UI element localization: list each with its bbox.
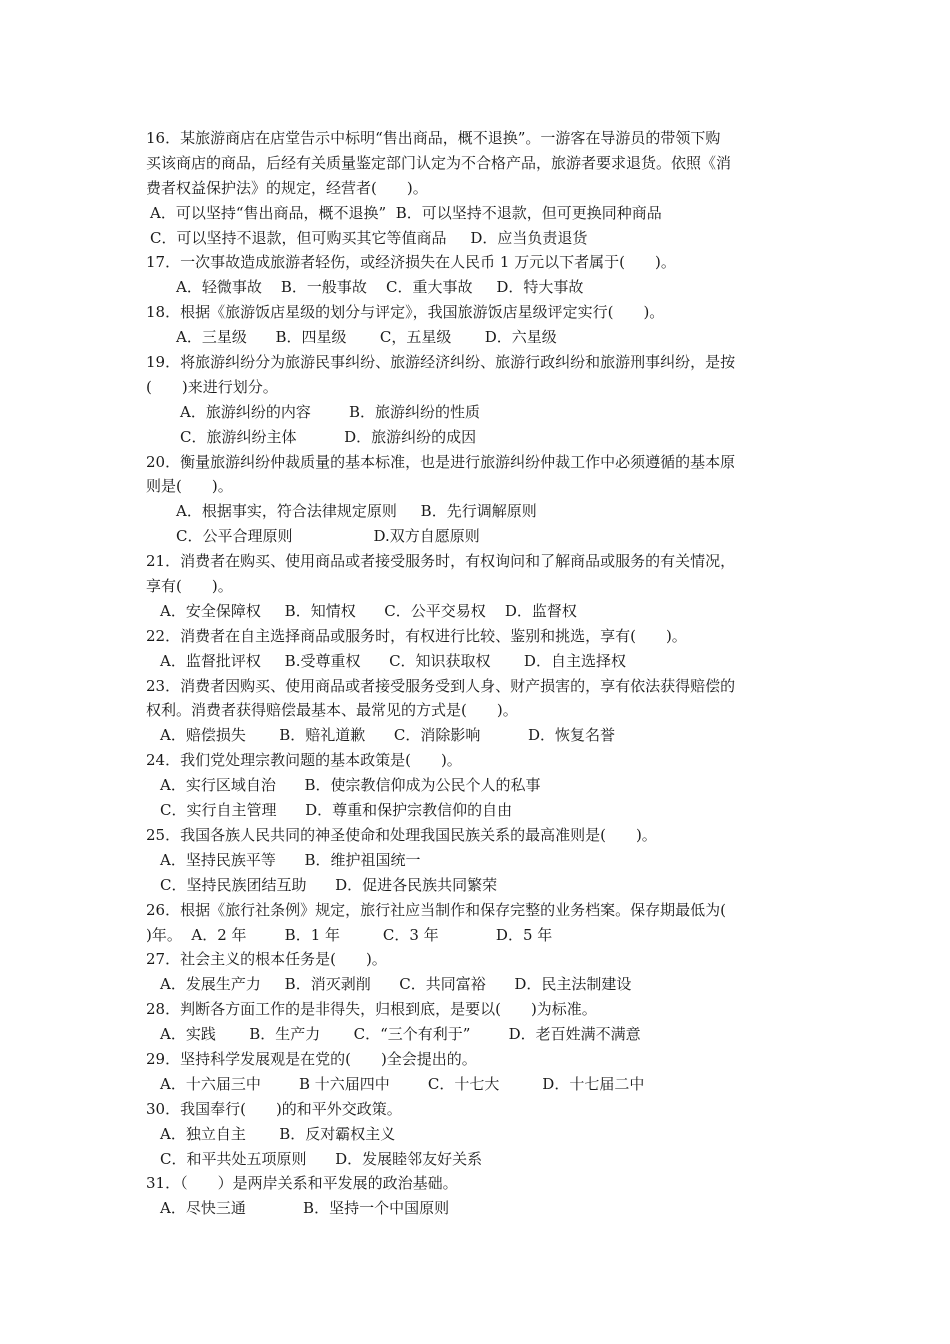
question-text-line: 费者权益保护法》的规定，经营者( )。 — [146, 178, 428, 197]
question-list — [146, 126, 806, 1221]
question-text-line: 17．一次事故造成旅游者轻伤，或经济损失在人民币 1 万元以下者属于( )。 — [146, 253, 676, 272]
question-text-line: 22．消费者在自主选择商品或服务时，有权进行比较、鉴别和挑选，享有( )。 — [146, 626, 687, 645]
answer-options-line: A．坚持民族平等 B．维护祖国统一 — [160, 850, 421, 869]
question-text-line: 21．消费者在购买、使用商品或者接受服务时，有权询问和了解商品或服务的有关情况， — [146, 552, 736, 571]
question-text-line: 31．（ ）是两岸关系和平发展的政治基础。 — [146, 1174, 458, 1193]
question-text-line: 23．消费者因购买、使用商品或者接受服务受到人身、财产损害的，享有依法获得赔偿的 — [146, 676, 736, 695]
answer-options-line: A．尽快三通 B．坚持一个中国原则 — [160, 1199, 450, 1218]
answer-options-line: A．根据事实，符合法律规定原则 B．先行调解原则 — [176, 502, 537, 521]
answer-options-line: A．三星级 B．四星级 C，五星级 D．六星级 — [176, 328, 557, 347]
question-text-line: 权利。消费者获得赔偿最基本、最常见的方式是( )。 — [146, 701, 518, 720]
answer-options-line: C．旅游纠纷主体 D．旅游纠纷的成因 — [180, 427, 477, 446]
question-text-line: 26．根据《旅行社条例》规定，旅行社应当制作和保存完整的业务档案。保存期最低为( — [146, 900, 726, 919]
answer-options-line: A．轻微事故 B．一般事故 C．重大事故 D．特大事故 — [176, 278, 584, 297]
answer-options-line: A．旅游纠纷的内容 B．旅游纠纷的性质 — [180, 402, 481, 421]
question-text-line: 24．我们党处理宗教问题的基本政策是( )。 — [146, 751, 462, 770]
answer-options-line: C．坚持民族团结互助 D．促进各民族共同繁荣 — [160, 875, 498, 894]
answer-options-line: C．和平共处五项原则 D．发展睦邻友好关系 — [160, 1149, 483, 1168]
answer-options-line: C．实行自主管理 D．尊重和保护宗教信仰的自由 — [160, 801, 513, 820]
answer-options-line: A．独立自主 B．反对霸权主义 — [160, 1124, 396, 1143]
question-text-line: 16．某旅游商店在店堂告示中标明“售出商品，概不退换”。一游客在导游员的带领下购 — [146, 129, 721, 147]
question-text-line: 买该商店的商品，后经有关质量鉴定部门认定为不合格产品，旅游者要求退货。依照《消 — [146, 153, 732, 172]
question-text-line: 28．判断各方面工作的是非得失，归根到底，是要以( )为标准。 — [146, 1000, 597, 1019]
question-text-line: )年。 A．2 年 B．1 年 C．3 年 D．5 年 — [146, 925, 553, 944]
question-text-line: 20．衡量旅游纠纷仲裁质量的基本标准，也是进行旅游纠纷仲裁工作中必须遵循的基本原 — [146, 452, 736, 471]
question-text-line: 享有( )。 — [146, 577, 233, 596]
answer-options-line: A．监督批评权 B.受尊重权 C．知识获取权 D．自主选择权 — [160, 651, 626, 670]
answer-options-line: C．公平合理原则 D.双方自愿原则 — [176, 527, 480, 546]
answer-options-line: A．实行区域自治 B．使宗教信仰成为公民个人的私事 — [160, 776, 541, 795]
question-text-line: ( )来进行划分。 — [146, 377, 278, 396]
question-text-line: 则是( )。 — [146, 477, 233, 496]
question-text-line: 18．根据《旅游饭店星级的划分与评定》，我国旅游饭店星级评定实行( )。 — [146, 303, 665, 322]
answer-options-line: C．可以坚持不退款，但可购买其它等值商品 D．应当负责退货 — [150, 228, 588, 247]
question-text-line: 30．我国奉行( )的和平外交政策。 — [146, 1099, 402, 1118]
question-text-line: 27．社会主义的根本任务是( )。 — [146, 950, 387, 969]
question-text-line: 29．坚持科学发展观是在党的( )全会提出的。 — [146, 1049, 477, 1068]
answer-options-line: A．十六届三中 B 十六届四中 C．十七大 D．十七届二中 — [160, 1074, 645, 1093]
answer-options-line: A．赔偿损失 B．赔礼道歉 C．消除影响 D．恢复名誉 — [160, 726, 616, 745]
answer-options-line: A．实践 B．生产力 C．“三个有利于” D．老百姓满不满意 — [160, 1025, 641, 1044]
answer-options-line: A．发展生产力 B．消灭剥削 C．共同富裕 D．民主法制建设 — [160, 975, 632, 994]
answer-options-line: A．安全保障权 B．知情权 C．公平交易权 D．监督权 — [160, 601, 577, 620]
answer-options-line: A．可以坚持“售出商品，概不退换” B．可以坚持不退款，但可更换同种商品 — [150, 203, 662, 222]
question-text-line: 19．将旅游纠纷分为旅游民事纠纷、旅游经济纠纷、旅游行政纠纷和旅游刑事纠纷，是按 — [146, 353, 736, 372]
question-text-line: 25．我国各族人民共同的神圣使命和处理我国民族关系的最高准则是( )。 — [146, 825, 657, 844]
